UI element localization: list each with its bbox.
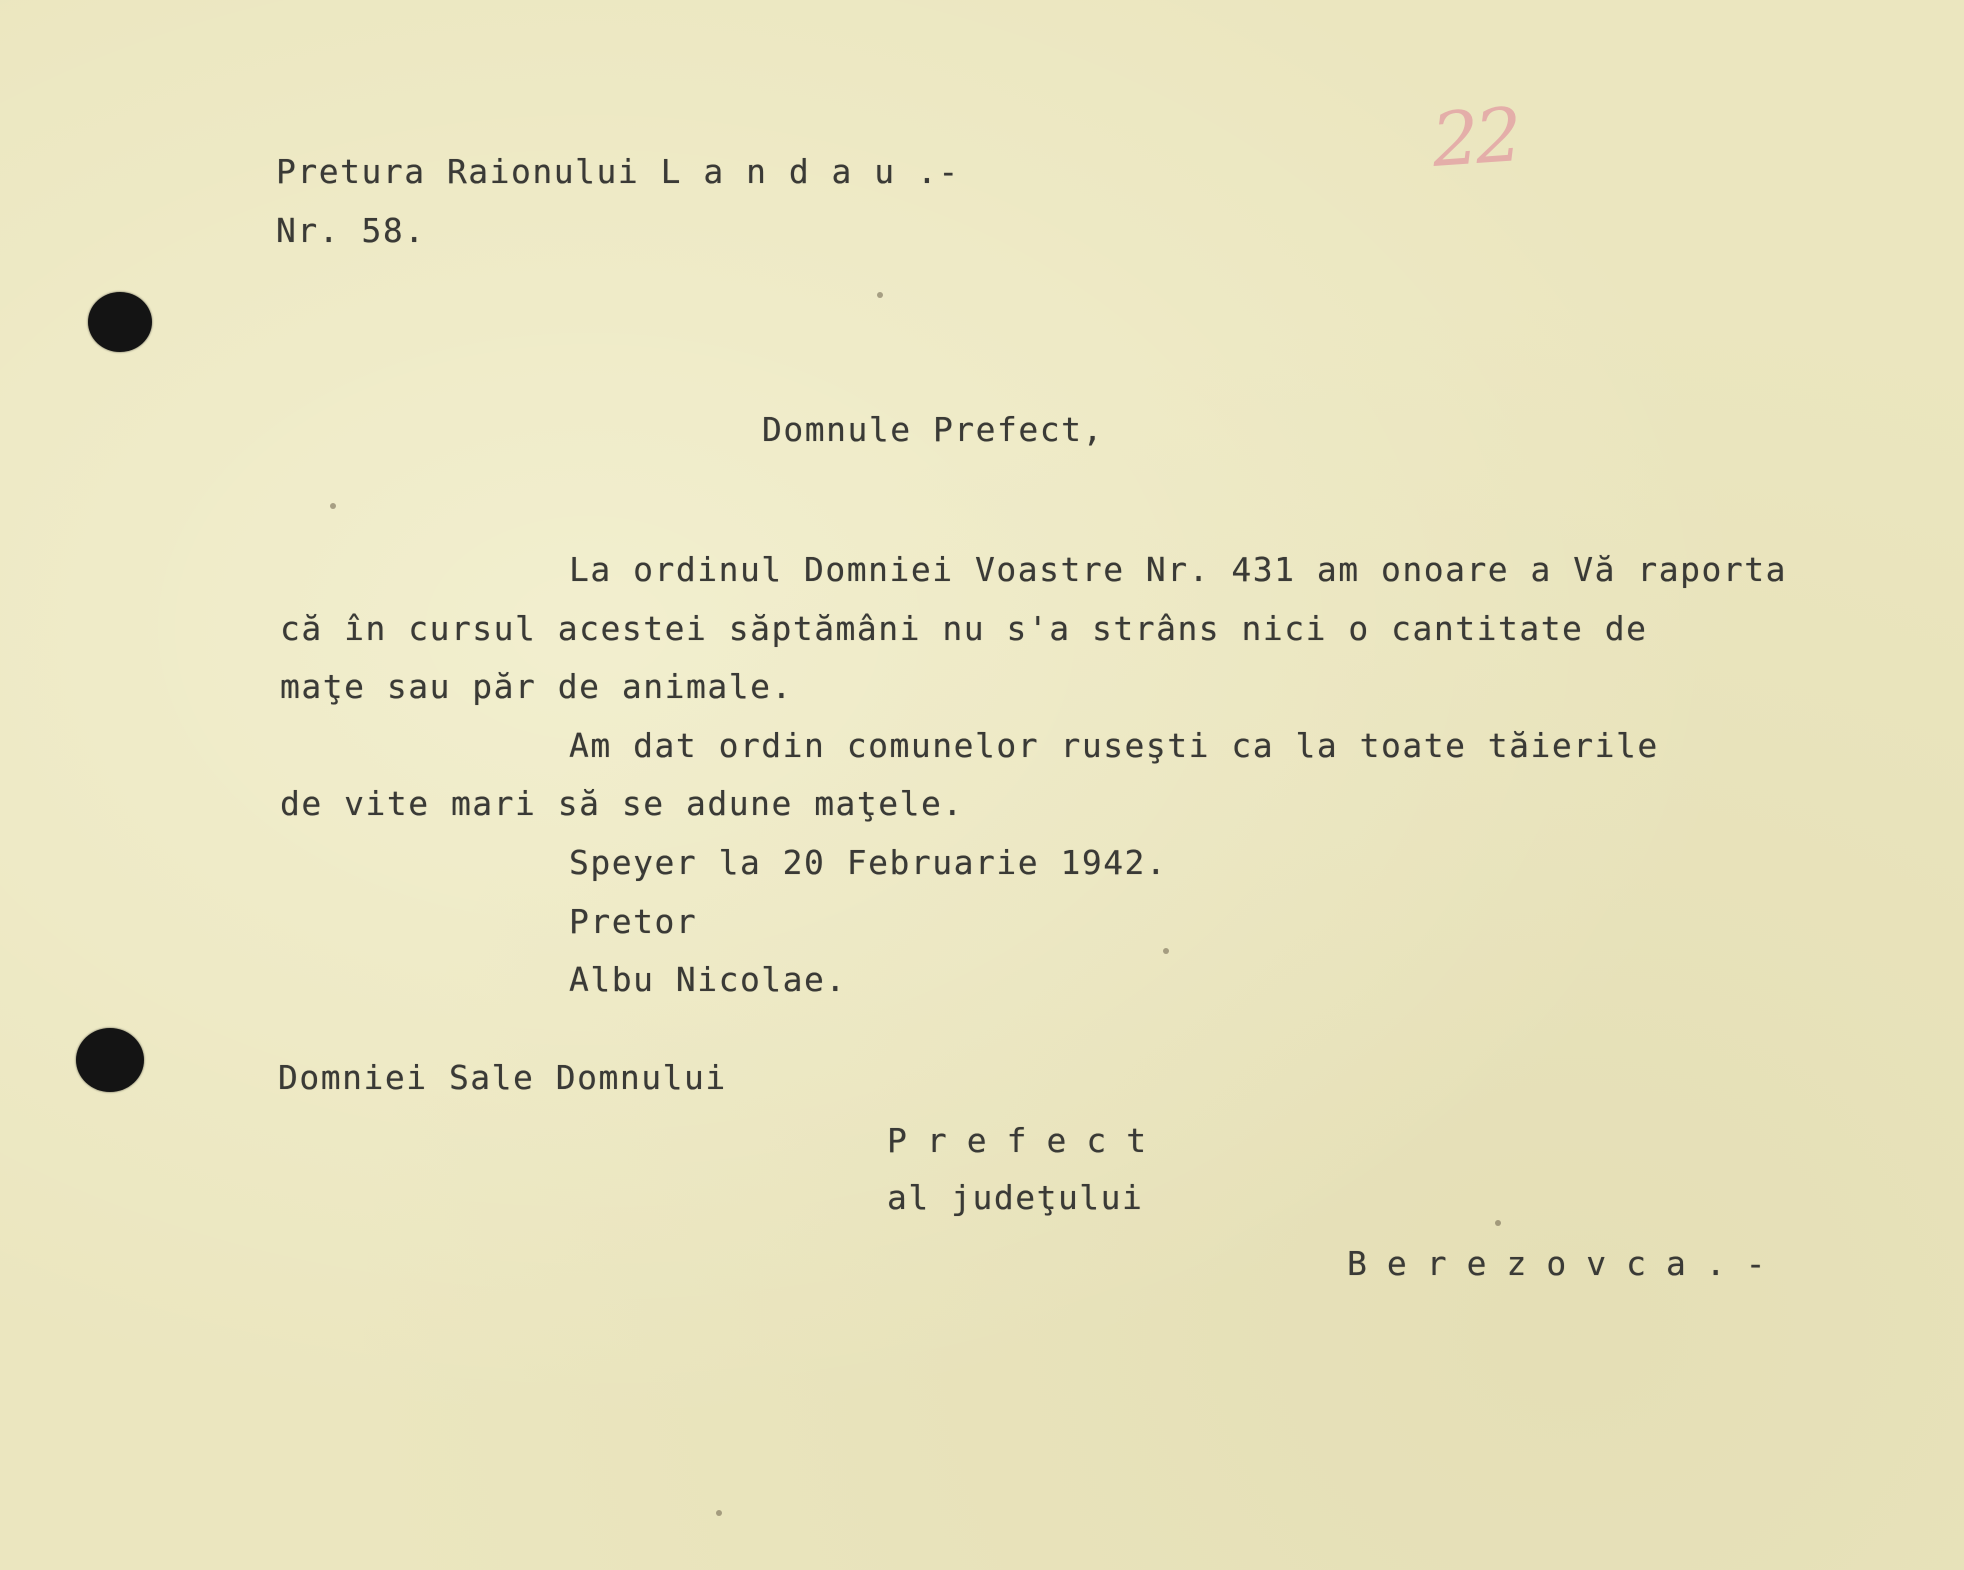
punch-hole-top bbox=[88, 292, 152, 352]
place-date: Speyer la 20 Februarie 1942. bbox=[569, 843, 1168, 882]
speck bbox=[716, 1510, 722, 1516]
body-line: Am dat ordin comunelor ruseşti ca la toate tăierile bbox=[569, 726, 1659, 765]
document-number: Nr. 58. bbox=[276, 211, 426, 250]
body-line: că în cursul acestei săptămâni nu s'a strâns nici o cantitate de bbox=[280, 609, 1648, 648]
salutation: Domnule Prefect, bbox=[762, 410, 1104, 449]
office-heading: Pretura Raionului L a n d a u .- bbox=[276, 152, 960, 191]
body-line: maţe sau păr de animale. bbox=[280, 667, 793, 706]
speck bbox=[1163, 948, 1169, 954]
addressee-line: Domniei Sale Domnului bbox=[278, 1058, 727, 1097]
body-line: de vite mari să se adune maţele. bbox=[280, 784, 964, 823]
speck bbox=[330, 503, 336, 509]
punch-hole-bottom bbox=[76, 1028, 144, 1092]
signatory-name: Albu Nicolae. bbox=[569, 960, 847, 999]
folio-number: 22 bbox=[1429, 92, 1522, 184]
addressee-line: al judeţului bbox=[887, 1178, 1144, 1217]
addressee-title: Prefect bbox=[887, 1121, 1167, 1160]
signatory-title: Pretor bbox=[569, 902, 698, 941]
speck bbox=[877, 292, 883, 298]
speck bbox=[1495, 1220, 1501, 1226]
addressee-county: Berezovca.- bbox=[1347, 1244, 1786, 1283]
body-line: La ordinul Domniei Voastre Nr. 431 am onoare a Vă raporta bbox=[569, 550, 1787, 589]
